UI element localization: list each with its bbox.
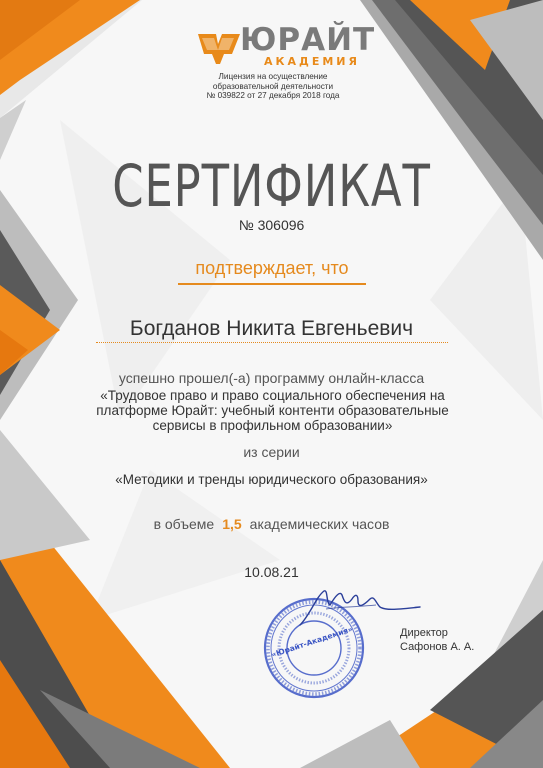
license-line: Лицензия на осуществление [218, 72, 328, 81]
license-line: образовательной деятельности [212, 81, 334, 91]
license-text [170, 72, 376, 101]
series-title: «Методики и тренды юридического образования» [115, 472, 428, 487]
signatory-role: Директор [400, 627, 448, 639]
series-label: из серии [243, 444, 300, 460]
stamp-center-text: «Юрайт-Академия» [270, 624, 354, 660]
brand-name: ЮРАЙТ [240, 22, 376, 58]
brand-subtitle: АКАДЕМИЯ [264, 55, 360, 68]
volume-prefix: в объеме [153, 516, 215, 532]
hours-value: 1,5 [222, 516, 242, 532]
license-line: № 039822 от 27 декабря 2018 года [206, 91, 340, 100]
director-signature-icon [296, 585, 426, 630]
completed-text: успешно прошел(-а) программу онлайн-класса [118, 370, 425, 386]
course-title: «Трудовое право и право социального обеспечения на платформе Юрайт: учебный контенти образовательные сервисы в профильном образовании» [96, 388, 449, 433]
signatory-block [400, 626, 474, 654]
brand-logo-icon [196, 30, 242, 68]
confirms-underline [178, 283, 366, 285]
signatory-name: Сафонов А. А. [400, 641, 475, 653]
issue-date: 10.08.21 [244, 564, 299, 580]
certificate-title: СЕРТИФИКАТ [112, 152, 431, 220]
volume-suffix: академических часов [249, 516, 390, 532]
confirms-text: подтверждает, что [195, 258, 349, 278]
recipient-name: Богданов Никита Евгеньевич [129, 317, 414, 340]
certificate-number: № 306096 [238, 217, 305, 233]
volume-line [0, 516, 543, 532]
name-dotted-line [96, 342, 448, 343]
